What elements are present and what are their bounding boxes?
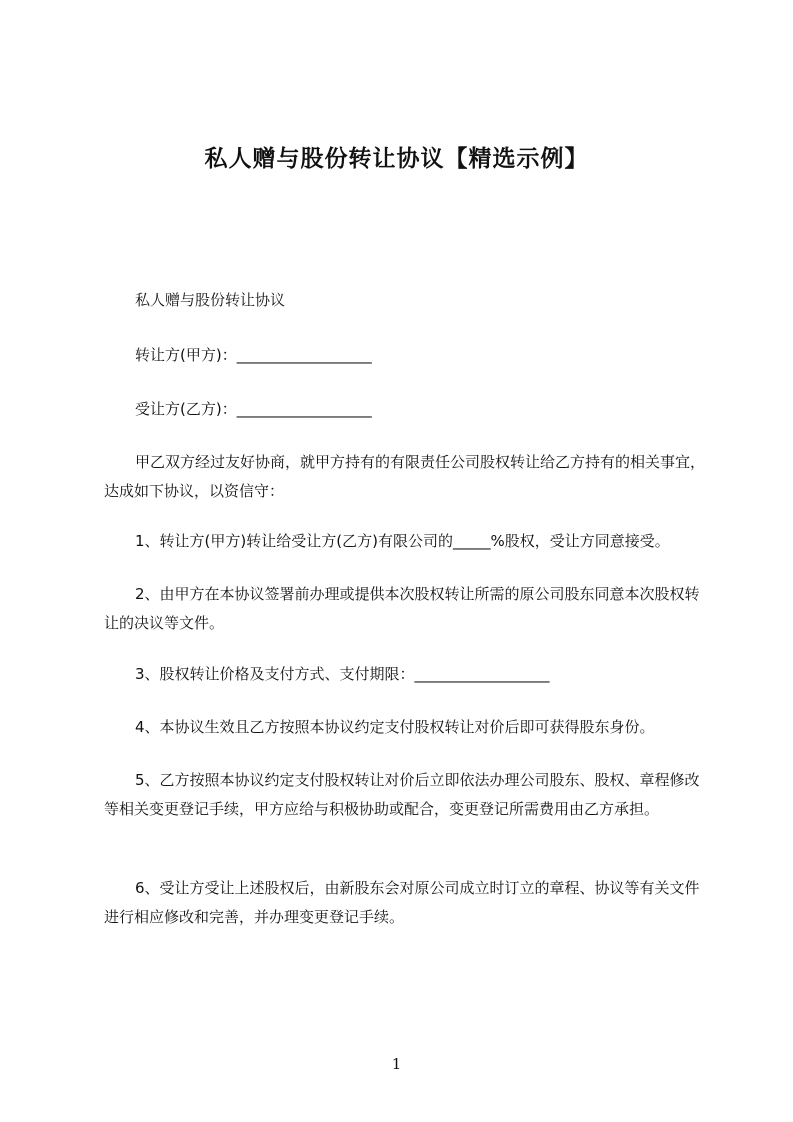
clause-3: 3、股权转让价格及支付方式、支付期限：__________________ [135, 665, 550, 683]
party-a-line: 转让方(甲方)：__________________ [135, 346, 372, 364]
clause-2: 2、由甲方在本协议签署前办理或提供本次股权转让所需的原公司股东同意本次股权转让的决议等文件。 [104, 585, 700, 632]
document-title: 私人赠与股份转让协议【精选示例】 [204, 146, 589, 172]
clause-4: 4、本协议生效且乙方按照本协议约定支付股权转让对价后即可获得股东身份。 [135, 718, 655, 736]
intro-paragraph: 甲乙双方经过友好协商，就甲方持有的有限责任公司股权转让给乙方持有的相关事宜，达成如下协议，以资信守： [104, 453, 706, 500]
clause-1: 1、转让方(甲方)转让给受让方(乙方)有限公司的_____%股权，受让方同意接受。 [135, 532, 670, 550]
party-b-line: 受让方(乙方)：__________________ [135, 400, 372, 418]
clause-6: 6、受让方受让上述股权后，由新股东会对原公司成立时订立的章程、协议等有关文件进行相应修改和完善，并办理变更登记手续。 [104, 879, 700, 926]
clause-5: 5、乙方按照本协议约定支付股权转让对价后立即依法办理公司股东、股权、章程修改等相关变更登记手续，甲方应给与积极协助或配合，变更登记所需费用由乙方承担。 [104, 771, 700, 818]
page-number: 1 [391, 1055, 402, 1073]
agreement-subtitle: 私人赠与股份转让协议 [135, 291, 286, 309]
